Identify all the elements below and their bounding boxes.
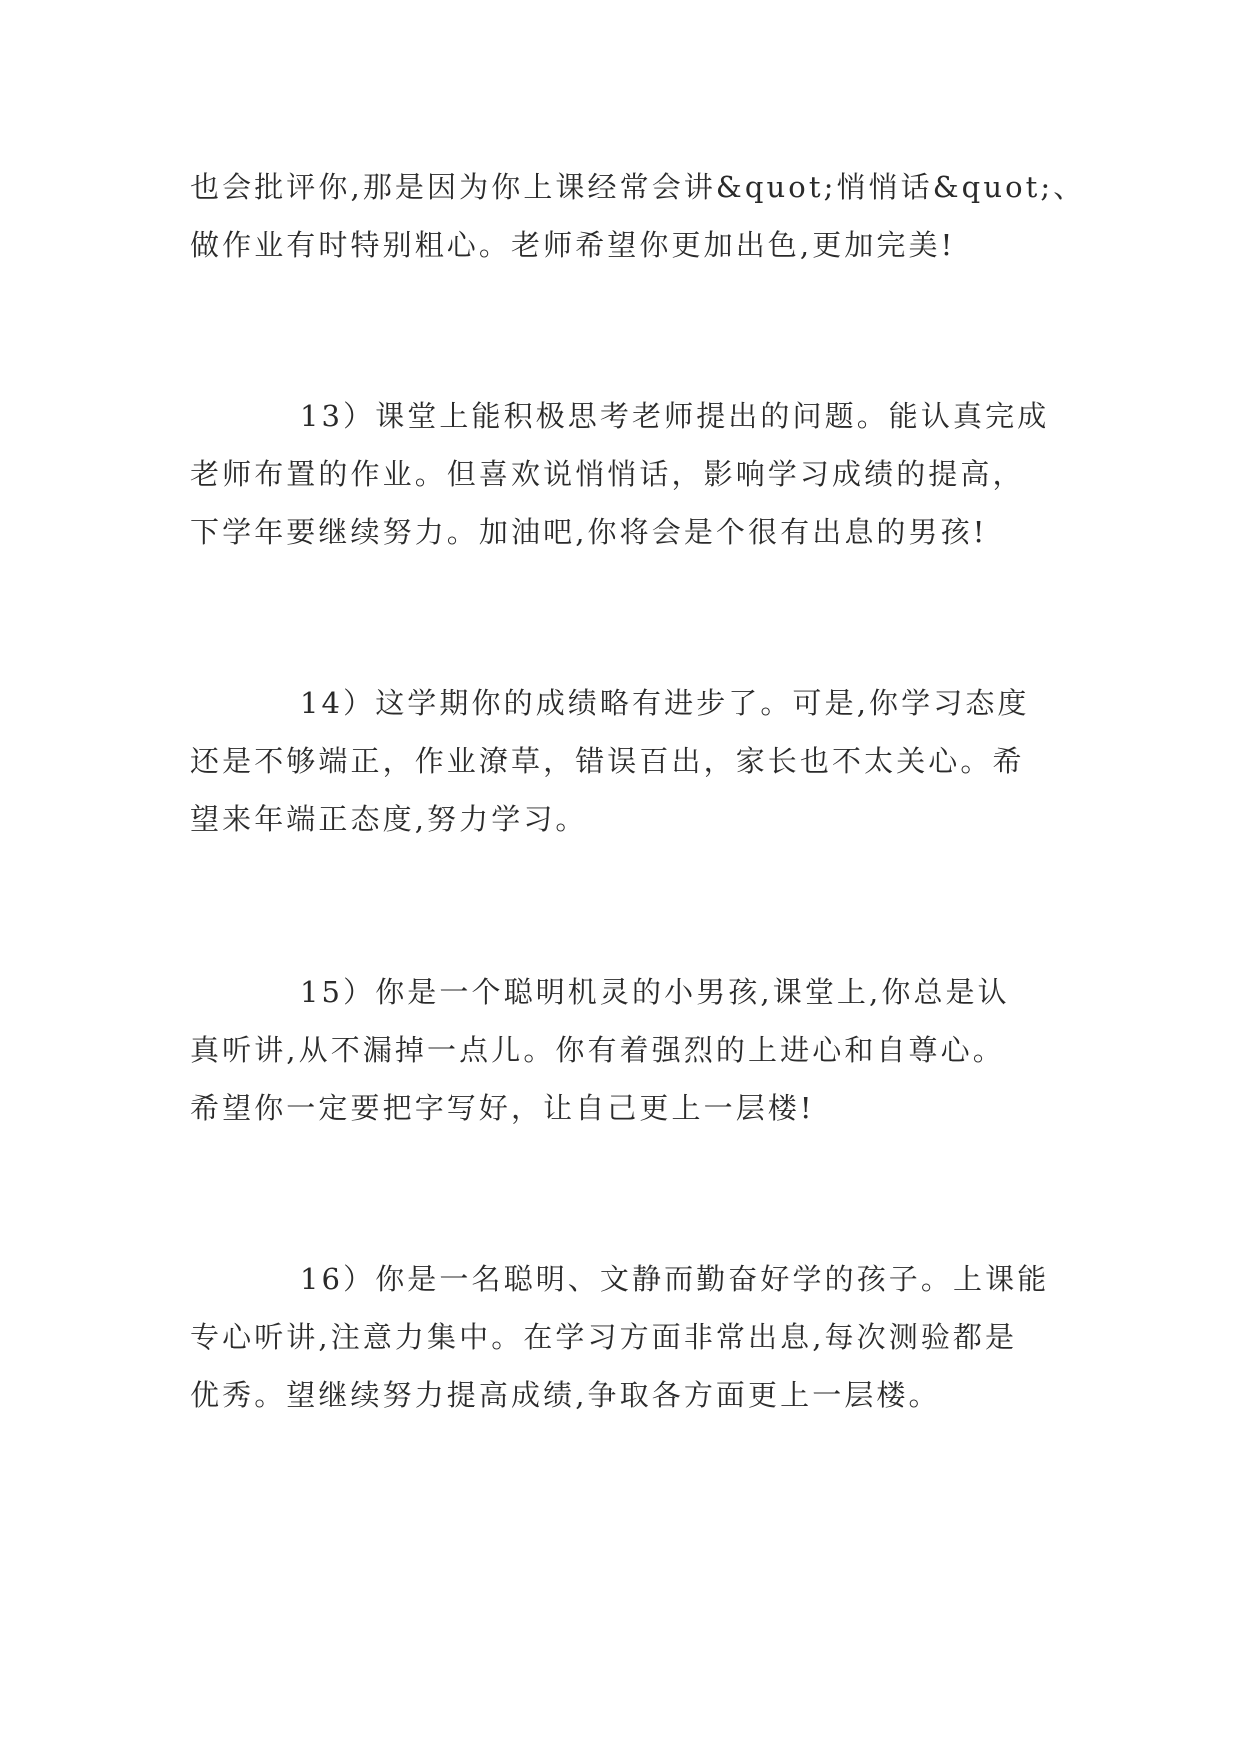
text-line: 做作业有时特别粗心。老师希望你更加出色,更加完美! <box>190 228 956 262</box>
paragraph-continuation <box>190 158 1086 274</box>
paragraph-14 <box>190 674 1060 848</box>
text-line: 下学年要继续努力。加油吧,你将会是个很有出息的男孩! <box>190 515 988 549</box>
text-line: 真听讲,从不漏掉一点儿。你有着强烈的上进心和自尊心。 <box>190 1033 1005 1067</box>
text-line: 16）你是一名聪明、文静而勤奋好学的孩子。上课能 <box>300 1262 1050 1296</box>
text-line: 望来年端正态度,努力学习。 <box>190 802 588 836</box>
text-line: 14）这学期你的成绩略有进步了。可是,你学习态度 <box>300 686 1030 720</box>
text-line: 希望你一定要把字写好，让自己更上一层楼! <box>190 1091 815 1125</box>
text-line: 专心听讲,注意力集中。在学习方面非常出息,每次测验都是 <box>190 1320 1018 1354</box>
paragraph-15 <box>190 963 1060 1137</box>
text-line: 老师布置的作业。但喜欢说悄悄话，影响学习成绩的提高， <box>190 457 1025 491</box>
paragraph-13 <box>190 387 1060 561</box>
text-line: 15）你是一个聪明机灵的小男孩,课堂上,你总是认 <box>300 975 1010 1009</box>
text-line: 还是不够端正，作业潦草，错误百出，家长也不太关心。希 <box>190 744 1025 778</box>
text-line: 13）课堂上能积极思考老师提出的问题。能认真完成 <box>300 399 1050 433</box>
paragraph-16 <box>190 1250 1060 1424</box>
text-line: 优秀。望继续努力提高成绩,争取各方面更上一层楼。 <box>190 1378 941 1412</box>
text-line: 也会批评你,那是因为你上课经常会讲&quot;悄悄话&quot;、 <box>190 170 1086 204</box>
